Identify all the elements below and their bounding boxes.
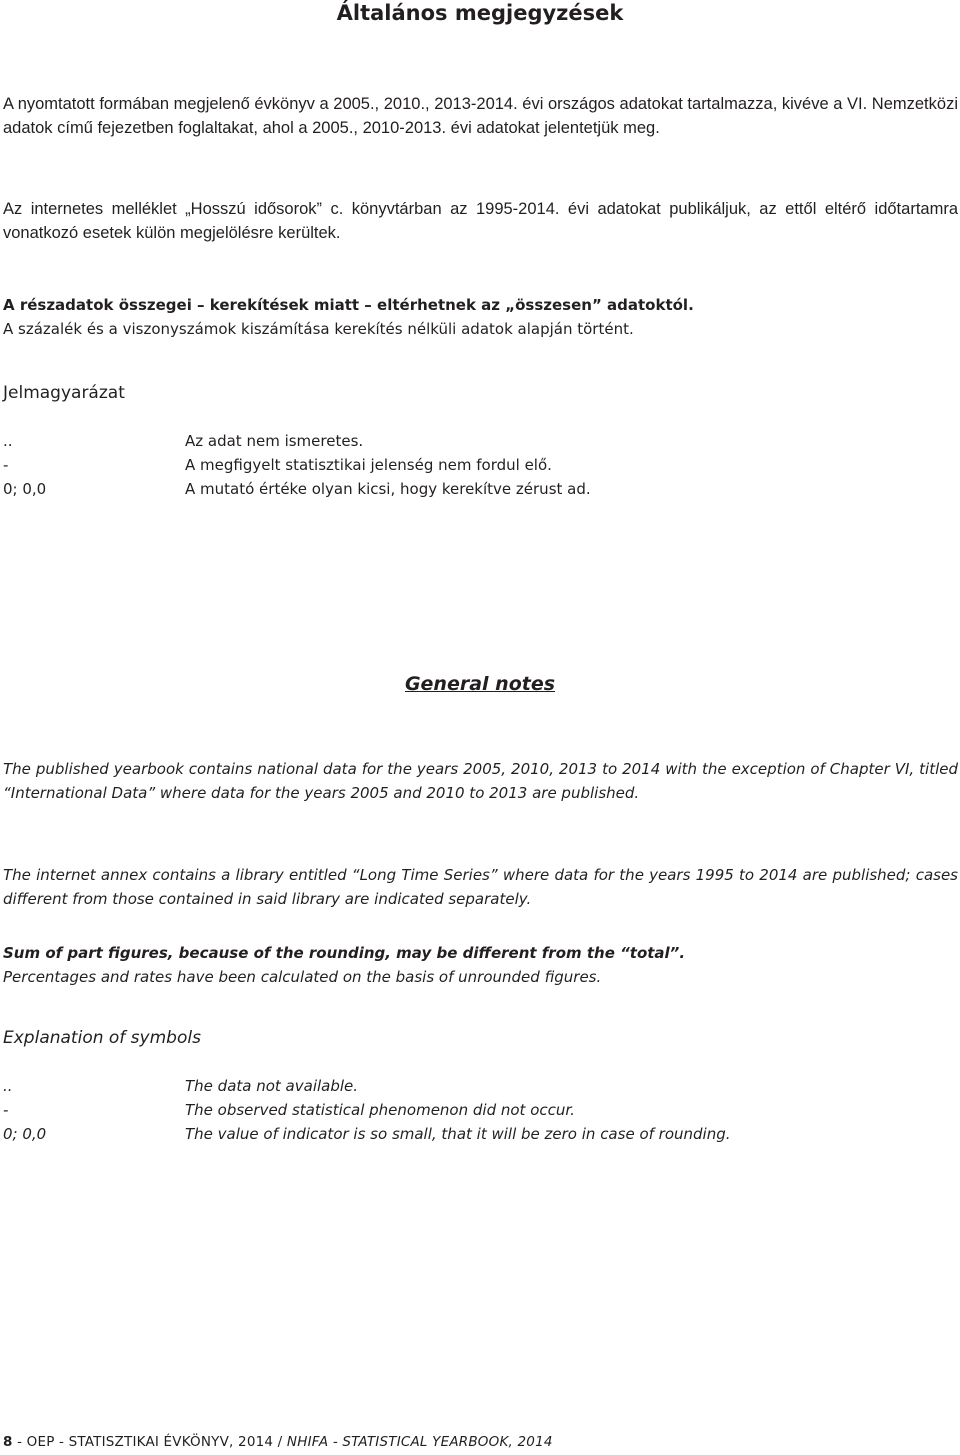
legend-description: The data not available. (185, 1077, 359, 1095)
legend-description: The observed statistical phenomenon did not occur. (185, 1101, 575, 1119)
english-paragraph-1: The published yearbook contains national data for the years 2005, 2010, 2013 to 2014 with the exception of Chapter VI, titled “International Data” where data for the years 2005 and 2010 to 2013 are published. (3, 760, 958, 802)
legend-description: Az adat nem ismeretes. (185, 432, 364, 450)
legend-description: A mutató értéke olyan kicsi, hogy kerekítve zérust ad. (185, 480, 591, 498)
legend-description: The value of indicator is so small, that it will be zero in case of rounding. (185, 1125, 731, 1143)
page-number: 8 (3, 1434, 13, 1450)
hungarian-paragraph-2: Az internetes melléklet „Hosszú idősorok” c. könyvtárban az 1995-2014. évi adatokat publikáljuk, az ettől eltérő időtartamra vonatkozó esetek külön megjelölésre kerültek. (3, 200, 958, 242)
english-rounding-note: Sum of part figures, because of the rounding, may be different from the “total”. (3, 944, 686, 962)
hungarian-paragraph-1: A nyomtatott formában megjelenő évkönyv a 2005., 2010., 2013-2014. évi országos adatokat tartalmazza, kivéve a VI. Nemzetközi adatok című fejezetben foglaltakat, ahol a 2005., 2010-2013. évi adatokat jelentetjük meg. (3, 95, 958, 137)
english-paragraph-2: The internet annex contains a library entitled “Long Time Series” where data for the years 1995 to 2014 are published; cases different from those contained in said library are indicated separately. (3, 866, 958, 908)
hungarian-legend-heading: Jelmagyarázat (3, 383, 125, 403)
footer-separator: - (12, 1434, 27, 1450)
hungarian-rounding-note: A részadatok összegei – kerekítések miatt – eltérhetnek az „összesen” adatoktól. (3, 296, 694, 314)
legend-symbol: - (3, 1101, 9, 1119)
page-title-hungarian: Általános megjegyzések (336, 1, 624, 25)
english-percentage-note: Percentages and rates have been calculated on the basis of unrounded figures. (3, 968, 602, 986)
page-footer (3, 1432, 553, 1452)
legend-symbol: .. (3, 1077, 13, 1095)
legend-symbol: 0; 0,0 (3, 1125, 47, 1143)
hungarian-percentage-note: A százalék és a viszonyszámok kiszámítása kerekítés nélküli adatok alapján történt. (3, 320, 634, 338)
footer-publication-hungarian: OEP - STATISZTIKAI ÉVKÖNYV, 2014 / (26, 1434, 287, 1450)
legend-symbol: 0; 0,0 (3, 480, 47, 498)
english-legend-heading: Explanation of symbols (3, 1028, 201, 1048)
legend-symbol: - (3, 456, 9, 474)
footer-publication-english: NHIFA - STATISTICAL YEARBOOK, 2014 (286, 1434, 553, 1450)
page-title-english: General notes (404, 673, 556, 695)
legend-description: A megfigyelt statisztikai jelenség nem fordul elő. (185, 456, 552, 474)
legend-symbol: .. (3, 432, 13, 450)
